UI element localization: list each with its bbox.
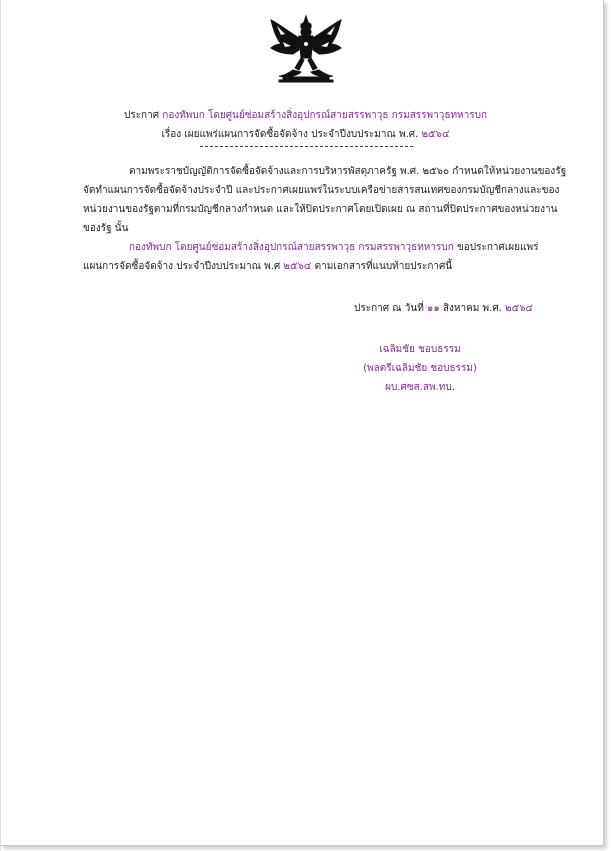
announcement-title xyxy=(0,109,611,122)
announce-label: ประกาศ xyxy=(123,110,160,121)
date-label: ประกาศ ณ วันที่ xyxy=(354,303,424,314)
separator-line xyxy=(200,146,413,147)
paragraph-1-line-1: ตามพระราชบัญญัติการจัดซื้อจัดจ้างและการบริหารพัสดุภาครัฐ พ.ศ. ๒๕๖๐ กำหนดให้หน่วยงานของรัฐ xyxy=(129,166,567,177)
announcement-date xyxy=(354,302,533,315)
paragraph-2-rest: ขอประกาศเผยแพร่ xyxy=(453,242,539,253)
paragraph-2-org: กองทัพบก โดยศูนย์ซ่อมสร้างสิ่งอุปกรณ์สายสรรพาวุธ กรมสรรพาวุธทหารบก xyxy=(129,242,454,253)
announcement-subject xyxy=(0,128,611,141)
signer-name: เฉลิมชัย ชอบธรรม xyxy=(379,344,461,355)
paragraph-1-line-3: หน่วยงานของรัฐตามที่กรมบัญชีกลางกำหนด และให้ปิดประกาศโดยเปิดเผย ณ สถานที่ปิดประกาศของหน่วยงาน xyxy=(83,204,558,215)
paragraph-1-line-4: ของรัฐ นั้น xyxy=(83,223,129,234)
date-day: ๑๑ xyxy=(426,303,440,314)
subject-text: เผยแพร่แผนการจัดซื้อจัดจ้าง ประจำปีงบประมาณ พ.ศ. xyxy=(184,129,419,140)
subject-year: ๒๕๖๔ xyxy=(421,129,450,140)
paragraph-2-text-a: แผนการจัดซื้อจัดจ้าง ประจำปีงบประมาณ พ.ศ xyxy=(83,261,284,272)
signer-rank-name: (พลตรีเฉลิมชัย ชอบธรรม) xyxy=(363,363,477,374)
paragraph-2-line-2 xyxy=(83,260,452,273)
paragraph-2-year: ๒๕๖๔ xyxy=(283,261,312,272)
signer-position: ผบ.ศซส.สพ.ทบ. xyxy=(385,382,455,393)
paragraph-2-line-1 xyxy=(129,241,538,254)
paragraph-2-text-b: ตามเอกสารที่แนบท้ายประกาศนี้ xyxy=(311,261,453,272)
date-month: สิงหาคม xyxy=(442,303,480,314)
garuda-emblem-icon xyxy=(265,14,347,84)
date-year: ๒๕๖๔ xyxy=(505,303,534,314)
paragraph-1-line-2: จัดทำแผนการจัดซื้อจัดจ้างประจำปี และประกาศเผยแพร่ในระบบเครือข่ายสารสนเทศของกรมบัญชีกลางและของ xyxy=(83,185,560,196)
subject-label: เรื่อง xyxy=(161,129,182,140)
date-era: พ.ศ. xyxy=(482,303,502,314)
org-name: กองทัพบก โดยศูนย์ซ่อมสร้างสิ่งอุปกรณ์สายสรรพาวุธ กรมสรรพาวุธทหารบก xyxy=(162,110,488,121)
